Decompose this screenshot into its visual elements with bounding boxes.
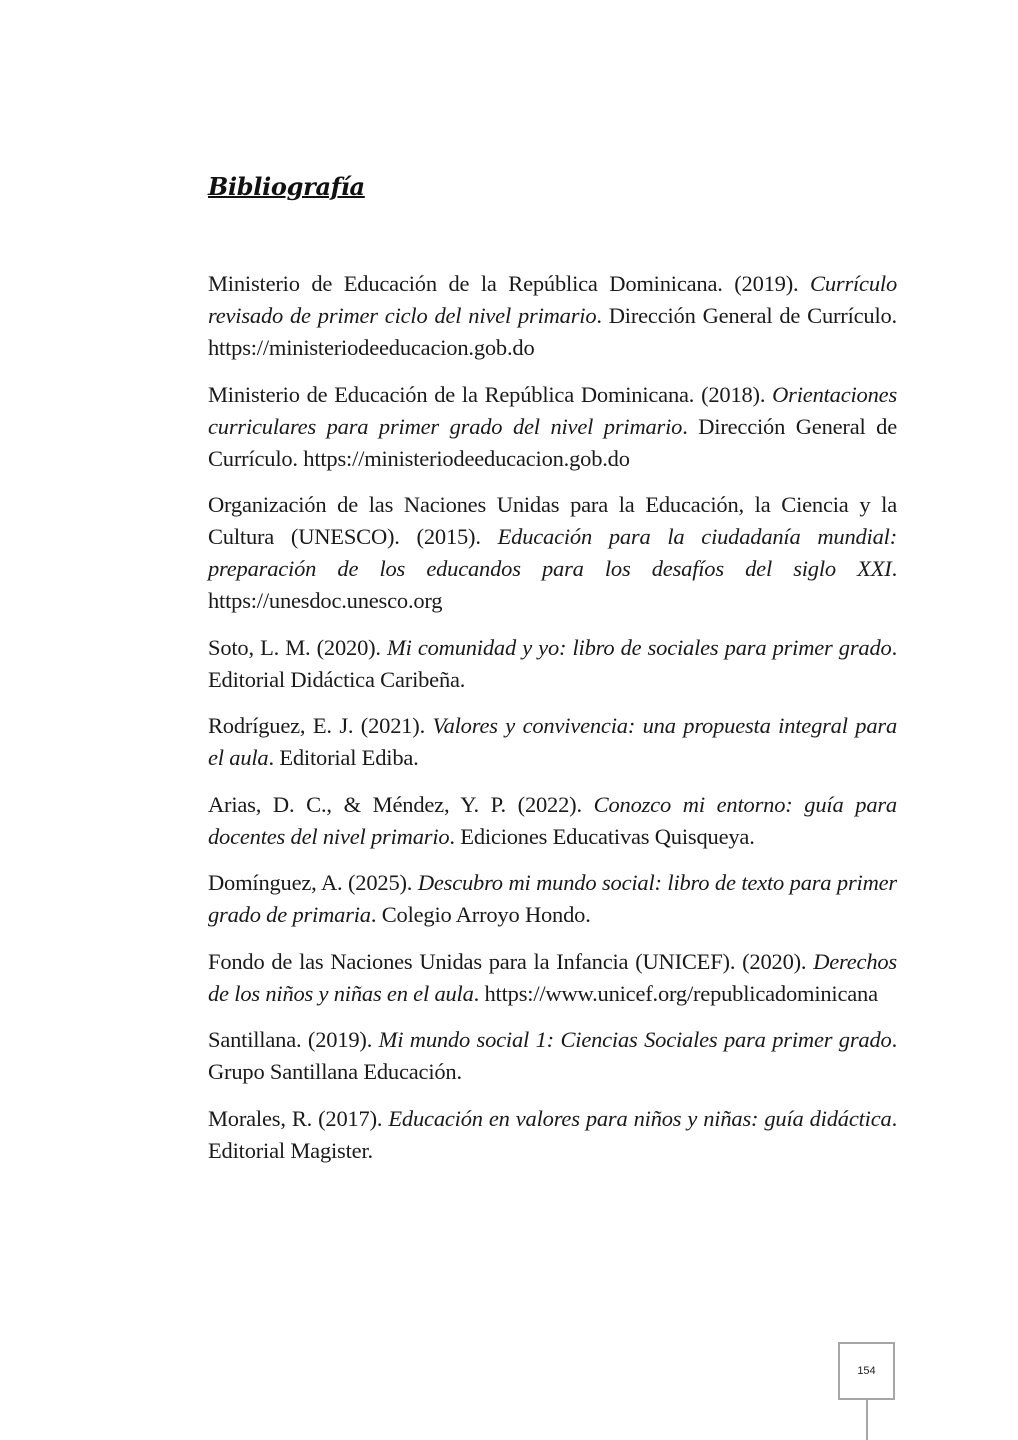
reference-authors: Domínguez, A. (2025). (208, 870, 418, 895)
reference-publisher: . Dirección General de Currículo. https://ministeriodeeducacion.gob.do (208, 303, 897, 360)
reference-authors: Ministerio de Educación de la República Dominicana. (2019). (208, 271, 811, 296)
reference-item (208, 867, 897, 931)
page-number-line (866, 1400, 868, 1440)
reference-item (208, 1103, 897, 1167)
reference-title: Derechos de los niños y niñas en el aula (208, 948, 897, 1006)
reference-publisher: . Editorial Didáctica Caribeña. (208, 634, 897, 692)
reference-authors: Organización de las Naciones Unidas para la Educación, la Ciencia y la Cultura (UNESCO). (2015). (208, 492, 897, 549)
reference-publisher: . Editorial Magister. (208, 1105, 897, 1163)
reference-authors: Ministerio de Educación de la República Dominicana. (2018). (208, 381, 773, 407)
reference-item (208, 379, 897, 475)
reference-title: Descubro mi mundo social: libro de texto para primer grado de primaria (208, 870, 897, 927)
reference-item (208, 268, 897, 364)
page-number-box (838, 1342, 895, 1400)
reference-item (208, 489, 897, 617)
reference-authors: Arias, D. C., & Méndez, Y. P. (2022). (208, 791, 594, 817)
reference-title: Currículo revisado de primer ciclo del nivel primario (208, 271, 897, 328)
reference-title: Mi comunidad y yo: libro de sociales para primer grado (387, 634, 892, 660)
reference-authors: Fondo de las Naciones Unidas para la Infancia (UNICEF). (2020). (208, 948, 814, 974)
reference-title: Orientaciones curriculares para primer grado del nivel primario (208, 381, 897, 439)
reference-title: Educación para la ciudadanía mundial: preparación de los educandos para los desafíos del siglo XXI (208, 524, 897, 581)
reference-item (208, 946, 897, 1010)
reference-title: Mi mundo social 1: Ciencias Sociales para primer grado (378, 1027, 892, 1052)
reference-publisher: . Colegio Arroyo Hondo. (370, 902, 591, 927)
reference-publisher: . Grupo Santillana Educación. (208, 1027, 897, 1084)
reference-publisher: . Ediciones Educativas Quisqueya. (449, 823, 755, 849)
reference-authors: Rodríguez, E. J. (2021). (208, 713, 433, 738)
reference-publisher: . Editorial Ediba. (268, 745, 419, 770)
reference-title: Conozco mi entorno: guía para docentes del nivel primario (208, 791, 897, 849)
reference-item (208, 710, 897, 774)
reference-authors: Santillana. (2019). (208, 1027, 379, 1052)
reference-publisher: . Dirección General de Currículo. https://ministeriodeeducacion.gob.do (208, 413, 897, 471)
reference-title: Educación en valores para niños y niñas: guía didáctica (388, 1105, 892, 1131)
page-title: Bibliografía (208, 172, 365, 201)
reference-authors: Soto, L. M. (2020). (208, 634, 388, 660)
reference-publisher: . https://www.unicef.org/republicadominicana (473, 980, 878, 1006)
page-number: 154 (857, 1365, 876, 1377)
reference-title: Valores y convivencia: una propuesta integral para el aula (208, 713, 897, 770)
reference-item (208, 1024, 897, 1088)
reference-item (208, 632, 897, 696)
reference-item (208, 789, 897, 853)
reference-publisher: . https://unesdoc.unesco.org (208, 556, 897, 613)
reference-list (208, 268, 897, 1181)
reference-authors: Morales, R. (2017). (208, 1105, 389, 1131)
